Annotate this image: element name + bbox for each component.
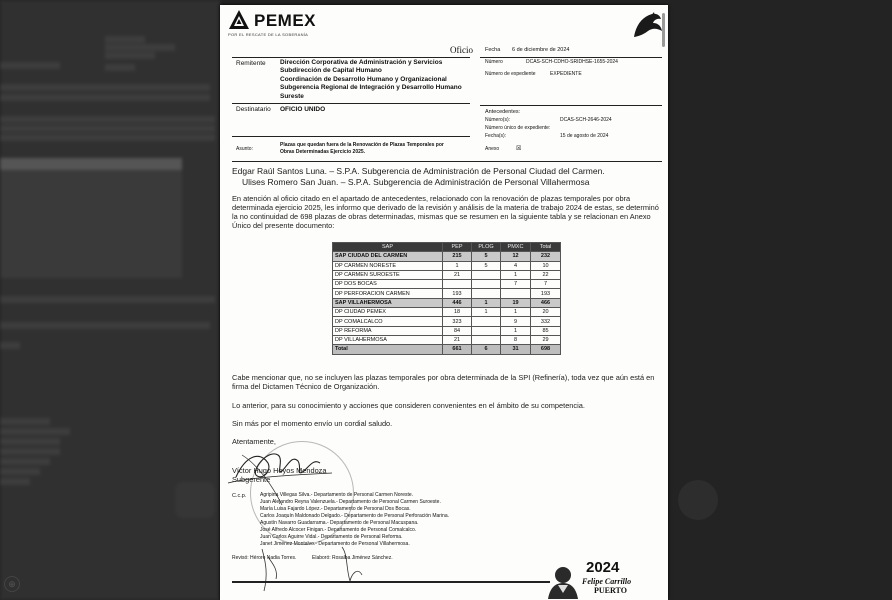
cell-total: 85 [531, 326, 561, 335]
cell-total: 10 [531, 261, 561, 270]
cell-label: DP REFORMA [333, 326, 443, 335]
initials-mark [250, 545, 380, 595]
signer-name: Víctor Hugo Hoyos Mendoza [232, 466, 327, 475]
cell-pmxc: 31 [501, 345, 531, 354]
cell-label: DP PERFORACION CARMEN [333, 289, 443, 298]
header-rule [232, 57, 470, 58]
footer-name-1: Felipe Carrillo [582, 577, 632, 586]
felipe-carrillo-puerto-logo [546, 557, 664, 599]
cell-pep: 1 [443, 261, 472, 270]
table-row [333, 317, 561, 326]
table-row [333, 308, 561, 317]
numeros-label: Número(s): [485, 117, 511, 123]
numero-label: Número [485, 59, 503, 65]
remitente-line-3: Coordinación de Desarrollo Humano y Organizacional [280, 76, 447, 83]
cell-total: 232 [531, 252, 561, 261]
fecha-value: 6 de diciembre de 2024 [512, 47, 570, 53]
footer-year: 2024 [586, 559, 620, 576]
closing-line-2: Sin más por el momento envío un cordial saludo. [232, 419, 393, 428]
cell-total: 22 [531, 270, 561, 279]
remitente-line-1: Dirección Corporativa de Administración y Servicios [280, 59, 443, 66]
ccp-line-7: Juan Carlos Aguirre Vidal.- Departamento de Personal Reforma. [260, 534, 403, 540]
cell-pmxc: 19 [501, 298, 531, 307]
col-header-pmxc: PMXC [501, 243, 531, 252]
cell-total: 7 [531, 280, 561, 289]
cell-total: 332 [531, 317, 561, 326]
table-row [333, 280, 561, 289]
pemex-logo [226, 7, 336, 37]
cell-label: DP VILLAHERMOSA [333, 335, 443, 344]
document-page [220, 5, 668, 600]
cell-label: SAP VILLAHERMOSA [333, 298, 443, 307]
ccp-label: C.c.p. [232, 493, 247, 499]
cell-pmxc: 1 [501, 308, 531, 317]
cell-label: DP CARMEN SUROESTE [333, 270, 443, 279]
anexo-checkbox: ☒ [516, 146, 522, 152]
cell-pmxc: 1 [501, 326, 531, 335]
cell-pep: 323 [443, 317, 472, 326]
destinatario-value: OFICIO UNIDO [280, 106, 326, 113]
national-emblem-icon [630, 11, 664, 39]
asunto-line-1: Plazas que quedan fuera de la Renovación de Plazas Temporales por [280, 142, 444, 148]
note-line-2: firma del Dictamen Técnico de Organización. [232, 382, 380, 391]
expediente-label: Número de expediente [485, 71, 536, 77]
table-total-row [333, 345, 561, 354]
cell-label: DP DOS BOCAS [333, 280, 443, 289]
cell-pep [443, 280, 472, 289]
table-row [333, 298, 561, 307]
intro-line-1: En atención al oficio citado en el apartado de antecedentes, relacionado con la renovación de plazas temporales por obra [232, 194, 631, 203]
brand-tagline: POR EL RESCATE DE LA SOBERANÍA [228, 32, 309, 37]
cell-plog: 1 [472, 308, 501, 317]
table-row [333, 289, 561, 298]
cell-plog [472, 317, 501, 326]
portrait-icon [546, 563, 580, 599]
cell-plog [472, 326, 501, 335]
col-header-sap: SAP [333, 243, 443, 252]
cell-pep: 21 [443, 270, 472, 279]
reviso: Revisó: Hérore Nadia Torres. [232, 555, 297, 561]
pemex-eagle-icon [228, 9, 250, 31]
rule-asunto [232, 136, 470, 137]
table-row [333, 335, 561, 344]
table-row [333, 270, 561, 279]
destinatario-label: Destinatario [236, 106, 271, 113]
zoom-icon[interactable]: ⊕ [4, 576, 20, 592]
cell-pep: 446 [443, 298, 472, 307]
table-header-row [333, 243, 561, 252]
elaboro: Elaboró: Rosalba Jiménez Sánchez. [312, 555, 393, 561]
ccp-line-6: José Alfredo Alcocer Finigan.- Departamento de Personal Comalcalco. [260, 527, 417, 533]
cell-total: 698 [531, 345, 561, 354]
note-line-1: Cabe mencionar que, no se incluyen las plazas temporales por obra determinada de la SPI (Refinería), toda vez que aún está en [232, 373, 655, 382]
signer-title: Subgerente [232, 475, 271, 484]
fechas-value: 15 de agosto de 2024 [560, 133, 609, 139]
antecedentes-label: Antecedentes: [485, 109, 521, 115]
numeros-value: DCAS-SCH-2646-2024 [560, 117, 612, 123]
remitente-line-4: Subgerencia Regional de Integración y Desarrollo Humano [280, 84, 462, 91]
fecha-label: Fecha [485, 47, 501, 53]
cell-plog [472, 289, 501, 298]
cell-plog [472, 335, 501, 344]
addressee-2: Ulises Romero San Juan. – S.P.A. Subgerencia de Administración de Personal Villahermosa [242, 177, 590, 187]
doc-type: Oficio [450, 45, 473, 55]
cell-pep: 661 [443, 345, 472, 354]
ccp-line-4: Carlos Joaquín Maldonado Delgado.- Departamento de Personal Perforación Marina. [260, 513, 449, 519]
expediente-value: EXPEDIENTE [550, 71, 582, 77]
remitente-line-5: Sureste [280, 93, 304, 100]
asunto-line-2: Obras Determinadas Ejercicio 2025. [280, 149, 366, 155]
cell-plog [472, 280, 501, 289]
cell-plog: 5 [472, 261, 501, 270]
cell-label: DP COMALCALCO [333, 317, 443, 326]
table-row [333, 252, 561, 261]
cell-total: 466 [531, 298, 561, 307]
page-scrollbar[interactable] [660, 5, 668, 600]
cell-plog [472, 270, 501, 279]
cell-pmxc: 7 [501, 280, 531, 289]
intro-line-3: la no continuidad de 698 plazas de obras determinadas, mismas que se resumen en la siguiente tabla y se relacionan en Anexo [232, 212, 651, 221]
cell-pep: 84 [443, 326, 472, 335]
cell-label: DP CARMEN NORESTE [333, 261, 443, 270]
table-row [333, 326, 561, 335]
cell-pmxc: 9 [501, 317, 531, 326]
cell-total: 29 [531, 335, 561, 344]
rule-destinatario [232, 103, 470, 104]
cell-plog: 5 [472, 252, 501, 261]
cell-label: SAP CIUDAD DEL CARMEN [333, 252, 443, 261]
fechas-label: Fecha(s): [485, 133, 507, 139]
cell-label: DP CIUDAD PEMEX [333, 308, 443, 317]
cell-pmxc: 4 [501, 261, 531, 270]
rule-body [232, 161, 662, 162]
ccp-line-3: María Luisa Fajardo López.- Departamento de Personal Dos Bocas. [260, 506, 411, 512]
background-document-blurred [0, 0, 220, 600]
brand-name: PEMEX [254, 11, 317, 30]
intro-line-2: determinada ejercicio 2025, les informo que derivado de la revisión y análisis de la materia de trabajo 2024 de estas, se determinó [232, 203, 659, 212]
numero-value: DCAS-SCH-CDHO-SRIDHSE-1655-2024 [526, 59, 618, 65]
remitente-line-2: Subdirección de Capital Humano [280, 67, 382, 74]
intro-line-4: Único del presente documento: [232, 221, 335, 230]
col-header-plog: PLOG [472, 243, 501, 252]
cell-pmxc: 12 [501, 252, 531, 261]
cell-plog: 1 [472, 298, 501, 307]
ccp-line-1: Agripina Villegas Silva.- Departamento de Personal Carmen Noreste. [260, 492, 414, 498]
cell-pep: 193 [443, 289, 472, 298]
cell-pmxc [501, 289, 531, 298]
footer-name-2: PUERTO [594, 586, 627, 595]
ccp-line-8: Janet Jiménez Montalvo.- Departamento de Personal Villahermosa. [260, 541, 410, 547]
closing-line-1: Lo anterior, para su conocimiento y acciones que consideren convenientes en el ámbito de su competencia. [232, 401, 585, 410]
anexo-label: Anexo [485, 146, 500, 152]
ccp-line-5: Agustín Navarro Guadarrama.- Departamento de Personal Macuspana. [260, 520, 419, 526]
cell-pmxc: 1 [501, 270, 531, 279]
cell-pep: 21 [443, 335, 472, 344]
rule-antecedentes [480, 105, 662, 106]
cell-total: 193 [531, 289, 561, 298]
cell-total: 20 [531, 308, 561, 317]
addressee-1: Edgar Raúl Santos Luna. – S.P.A. Subgerencia de Administración de Personal Ciudad del Carmen. [232, 166, 605, 176]
cell-pep: 215 [443, 252, 472, 261]
cell-pep: 18 [443, 308, 472, 317]
col-header-total: Total [531, 243, 561, 252]
cell-plog: 6 [472, 345, 501, 354]
cell-pmxc: 8 [501, 335, 531, 344]
background-right-panel [668, 0, 892, 600]
asunto-label: Asunto: [236, 146, 253, 152]
table-row [333, 261, 561, 270]
unico-label: Número único de expediente: [485, 125, 551, 131]
remitente-label: Remitente [236, 60, 266, 67]
footer-rule [232, 581, 550, 583]
sap-summary-table [332, 242, 561, 355]
ccp-line-2: Juan Alejandro Reyna Valenzuela.- Departamento de Personal Carmen Suroeste. [260, 499, 441, 505]
col-header-pep: PEP [443, 243, 472, 252]
atentamente: Atentamente, [232, 437, 276, 446]
cell-label: Total [333, 345, 443, 354]
header-rule-right [480, 57, 662, 58]
